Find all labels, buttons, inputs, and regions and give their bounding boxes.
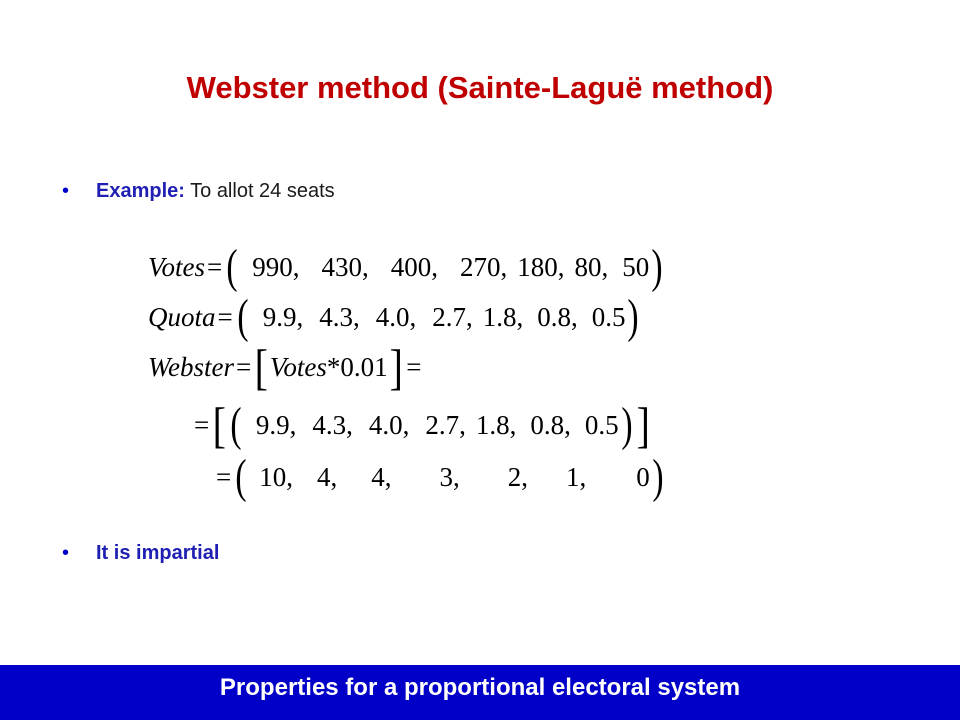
tuple-value: 9.9, [255,409,297,440]
close-paren-icon: ) [651,240,663,293]
tuple-value: 0.8, [530,409,571,440]
webster-op: *0.01 [326,351,388,382]
votes-lhs: Votes [148,251,205,282]
equation-votes [148,242,665,292]
tuple-value: 4.0, [375,301,417,332]
quota-lhs: Quota [148,301,216,332]
impartial-text: It is impartial [96,542,220,564]
bullet-impartial [62,542,219,565]
close-bracket-icon: ] [636,397,650,453]
close-bracket-icon: ] [389,339,403,395]
slide-title: Webster method (Sainte-Laguë method) [186,70,774,105]
result-values [249,462,650,493]
tuple-value: 400, [390,251,438,282]
tuple-value: 4, [316,461,338,492]
footer-banner: Properties for a proportional electoral system [0,665,960,720]
close-paren-icon: ) [652,450,664,503]
tuple-value: 10, [259,461,293,492]
tuple-value: 180, [517,251,565,282]
tuple-value: 0.5 [591,301,626,332]
equation-result [214,452,666,502]
tuple-value: 1.8, [482,301,524,332]
tuple-value: 50 [622,251,650,282]
open-paren-icon: ( [235,450,247,503]
equation-webster [148,339,424,395]
tuple-value: 4.0, [368,409,410,440]
equals-sign: = [236,351,252,382]
tuple-value: 4, [371,461,392,492]
tuple-value: 2.7, [432,301,473,332]
tuple-value: 990, [252,251,300,282]
equation-quota [148,292,641,342]
close-paren-icon: ) [627,290,640,343]
rounding-values [244,410,619,441]
tuple-value: 80, [574,251,609,282]
open-bracket-icon: [ [212,397,227,453]
tuple-value: 9.9, [262,301,304,332]
bullet-dot-icon: • [62,542,70,564]
tuple-value: 0.8, [537,301,578,332]
tuple-value: 2, [507,461,528,492]
tuple-value: 430, [321,251,369,282]
equation-rounding [192,397,651,453]
open-paren-icon: ( [230,398,242,451]
tuple-value: 270, [459,251,508,282]
webster-lhs: Webster [148,351,234,382]
tuple-value: 1, [565,461,587,492]
tuple-value: 1.8, [475,409,517,440]
tuple-value: 4.3, [312,409,353,440]
bullet-example [62,180,335,203]
equals-sign: = [194,409,210,440]
equals-sign: = [406,351,422,382]
tuple-value: 0 [636,461,650,492]
equals-sign: = [217,301,233,332]
tuple-value: 4.3, [319,301,360,332]
example-label: Example: [96,180,185,202]
tuple-value: 0.5 [584,409,619,440]
tuple-value: 3, [439,461,460,492]
webster-arg: Votes [269,351,327,382]
open-paren-icon: ( [237,290,249,343]
equals-sign: = [207,251,223,282]
open-paren-icon: ( [226,240,238,293]
votes-values [240,252,649,283]
tuple-value: 2.7, [425,409,466,440]
close-paren-icon: ) [621,398,633,451]
equals-sign: = [216,461,232,492]
bullet-dot-icon: • [62,180,70,202]
open-bracket-icon: [ [254,339,269,395]
example-text: To allot 24 seats [184,180,335,202]
quota-values [251,302,626,333]
